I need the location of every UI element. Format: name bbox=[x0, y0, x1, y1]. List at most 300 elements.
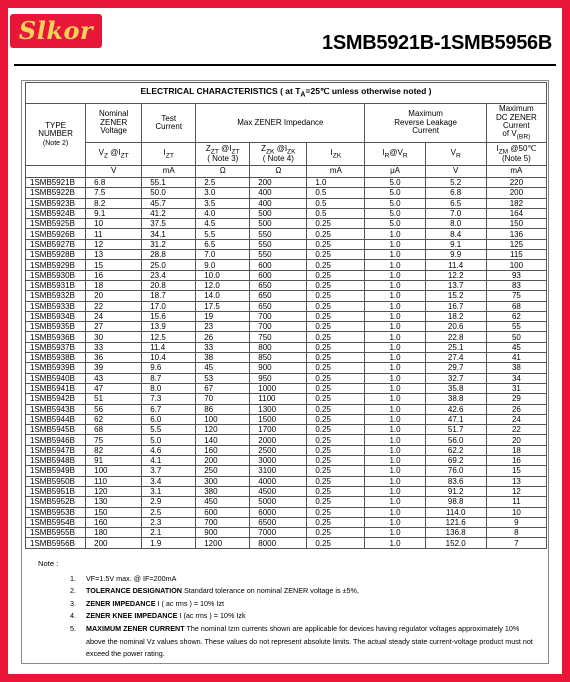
table-row bbox=[26, 342, 547, 352]
value-cell: 16 bbox=[486, 456, 546, 466]
value-cell: 1.0 bbox=[365, 291, 425, 301]
type-number-cell: 1SMB5932B bbox=[26, 291, 86, 301]
value-cell: 75 bbox=[486, 291, 546, 301]
value-cell: 550 bbox=[250, 250, 307, 260]
value-cell: 2.9 bbox=[142, 497, 196, 507]
value-cell: 33 bbox=[86, 342, 142, 352]
value-cell: 150 bbox=[86, 507, 142, 517]
value-cell: 53 bbox=[196, 373, 250, 383]
value-cell: 3.7 bbox=[142, 466, 196, 476]
col-type-number: TYPE NUMBER (Note 2) bbox=[26, 104, 86, 166]
value-cell: 3.1 bbox=[142, 486, 196, 496]
value-cell: 2500 bbox=[250, 445, 307, 455]
value-cell: 100 bbox=[486, 260, 546, 270]
type-number-cell: 1SMB5944B bbox=[26, 414, 86, 424]
value-cell: 45 bbox=[196, 363, 250, 373]
value-cell: 6.7 bbox=[142, 404, 196, 414]
value-cell: 18.2 bbox=[425, 311, 486, 321]
value-cell: 0.25 bbox=[307, 425, 365, 435]
value-cell: 15 bbox=[86, 260, 142, 270]
value-cell: 15.2 bbox=[425, 291, 486, 301]
value-cell: 38 bbox=[486, 363, 546, 373]
value-cell: 56 bbox=[86, 404, 142, 414]
value-cell: 5.0 bbox=[365, 219, 425, 229]
value-cell: 7.3 bbox=[142, 394, 196, 404]
value-cell: 200 bbox=[250, 178, 307, 188]
value-cell: 22 bbox=[86, 301, 142, 311]
value-cell: 0.25 bbox=[307, 250, 365, 260]
value-cell: 650 bbox=[250, 301, 307, 311]
sub-vr: $V_R$ bbox=[425, 143, 486, 166]
value-cell: 7 bbox=[486, 538, 546, 548]
value-cell: 5.2 bbox=[425, 178, 486, 188]
value-cell: 9.1 bbox=[86, 208, 142, 218]
type-number-cell: 1SMB5951B bbox=[26, 486, 86, 496]
value-cell: 11 bbox=[486, 497, 546, 507]
value-cell: 8.2 bbox=[86, 198, 142, 208]
value-cell: 1.0 bbox=[365, 404, 425, 414]
value-cell: 550 bbox=[250, 239, 307, 249]
value-cell: 13 bbox=[486, 476, 546, 486]
value-cell: 650 bbox=[250, 291, 307, 301]
value-cell: 0.25 bbox=[307, 229, 365, 239]
value-cell: 47.1 bbox=[425, 414, 486, 424]
value-cell: 1.0 bbox=[365, 280, 425, 290]
value-cell: 10.0 bbox=[196, 270, 250, 280]
value-cell: 182 bbox=[486, 198, 546, 208]
value-cell: 20.8 bbox=[142, 280, 196, 290]
value-cell: 22.8 bbox=[425, 332, 486, 342]
table-row bbox=[26, 466, 547, 476]
value-cell: 83.6 bbox=[425, 476, 486, 486]
value-cell: 22 bbox=[486, 425, 546, 435]
value-cell: 31.2 bbox=[142, 239, 196, 249]
type-number-cell: 1SMB5945B bbox=[26, 425, 86, 435]
value-cell: 120 bbox=[86, 486, 142, 496]
value-cell: 20.6 bbox=[425, 322, 486, 332]
value-cell: 160 bbox=[86, 517, 142, 527]
value-cell: 0.25 bbox=[307, 260, 365, 270]
value-cell: 8.7 bbox=[142, 373, 196, 383]
type-number-cell: 1SMB5943B bbox=[26, 404, 86, 414]
electrical-characteristics-table bbox=[25, 82, 547, 549]
type-number-cell: 1SMB5954B bbox=[26, 517, 86, 527]
table-row bbox=[26, 528, 547, 538]
type-number-cell: 1SMB5923B bbox=[26, 198, 86, 208]
type-number-cell: 1SMB5939B bbox=[26, 363, 86, 373]
value-cell: 0.25 bbox=[307, 291, 365, 301]
value-cell: 4.0 bbox=[196, 208, 250, 218]
table-row bbox=[26, 507, 547, 517]
value-cell: 0.25 bbox=[307, 456, 365, 466]
value-cell: 91 bbox=[86, 456, 142, 466]
value-cell: 1.0 bbox=[365, 363, 425, 373]
value-cell: 12.2 bbox=[425, 270, 486, 280]
value-cell: 45.7 bbox=[142, 198, 196, 208]
value-cell: 400 bbox=[250, 188, 307, 198]
type-number-cell: 1SMB5947B bbox=[26, 445, 86, 455]
value-cell: 5.0 bbox=[365, 208, 425, 218]
value-cell: 9.6 bbox=[142, 363, 196, 373]
value-cell: 6.5 bbox=[196, 239, 250, 249]
value-cell: 0.25 bbox=[307, 404, 365, 414]
value-cell: 0.5 bbox=[307, 188, 365, 198]
value-cell: 600 bbox=[196, 507, 250, 517]
value-cell: 56.0 bbox=[425, 435, 486, 445]
value-cell: 100 bbox=[86, 466, 142, 476]
type-number-cell: 1SMB5950B bbox=[26, 476, 86, 486]
value-cell: 13.7 bbox=[425, 280, 486, 290]
value-cell: 140 bbox=[196, 435, 250, 445]
value-cell: 5.0 bbox=[142, 435, 196, 445]
value-cell: 68 bbox=[86, 425, 142, 435]
col-reverse-leakage: Maximum Reverse Leakage Current bbox=[365, 104, 486, 143]
value-cell: 2.5 bbox=[142, 507, 196, 517]
type-number-cell: 1SMB5956B bbox=[26, 538, 86, 548]
unit-cell: Ω bbox=[196, 166, 250, 178]
value-cell: 1.0 bbox=[365, 528, 425, 538]
value-cell: 91.2 bbox=[425, 486, 486, 496]
notes-list bbox=[38, 573, 538, 661]
type-number-cell: 1SMB5935B bbox=[26, 322, 86, 332]
type-number-cell: 1SMB5937B bbox=[26, 342, 86, 352]
value-cell: 0.25 bbox=[307, 311, 365, 321]
table-row bbox=[26, 270, 547, 280]
value-cell: 1.0 bbox=[365, 322, 425, 332]
value-cell: 5.5 bbox=[196, 229, 250, 239]
value-cell: 700 bbox=[250, 322, 307, 332]
value-cell: 86 bbox=[196, 404, 250, 414]
value-cell: 6.0 bbox=[142, 414, 196, 424]
units-blank bbox=[26, 166, 86, 178]
table-row bbox=[26, 486, 547, 496]
value-cell: 6000 bbox=[250, 507, 307, 517]
brand-logo bbox=[10, 14, 102, 48]
value-cell: 11 bbox=[86, 229, 142, 239]
value-cell: 0.25 bbox=[307, 239, 365, 249]
value-cell: 164 bbox=[486, 208, 546, 218]
value-cell: 1.0 bbox=[365, 229, 425, 239]
table-row bbox=[26, 250, 547, 260]
value-cell: 0.25 bbox=[307, 486, 365, 496]
value-cell: 5.0 bbox=[365, 178, 425, 188]
table-row bbox=[26, 260, 547, 270]
type-number-cell: 1SMB5946B bbox=[26, 435, 86, 445]
value-cell: 10 bbox=[86, 219, 142, 229]
value-cell: 38 bbox=[196, 353, 250, 363]
value-cell: 1000 bbox=[250, 383, 307, 393]
value-cell: 160 bbox=[196, 445, 250, 455]
value-cell: 1.0 bbox=[365, 445, 425, 455]
type-number-cell: 1SMB5942B bbox=[26, 394, 86, 404]
value-cell: 380 bbox=[196, 486, 250, 496]
value-cell: 0.25 bbox=[307, 219, 365, 229]
value-cell: 2000 bbox=[250, 435, 307, 445]
value-cell: 62.2 bbox=[425, 445, 486, 455]
value-cell: 0.25 bbox=[307, 342, 365, 352]
type-number-cell: 1SMB5922B bbox=[26, 188, 86, 198]
type-number-cell: 1SMB5949B bbox=[26, 466, 86, 476]
value-cell: 5.0 bbox=[365, 188, 425, 198]
value-cell: 9.0 bbox=[196, 260, 250, 270]
sub-zzk: $Z_{ZK}$ $@I_{ZK}$ ( Note 4) bbox=[250, 143, 307, 166]
table-row bbox=[26, 198, 547, 208]
unit-cell: V bbox=[86, 166, 142, 178]
value-cell: 34 bbox=[486, 373, 546, 383]
value-cell: 1.0 bbox=[365, 414, 425, 424]
value-cell: 50 bbox=[486, 332, 546, 342]
value-cell: 93 bbox=[486, 270, 546, 280]
value-cell: 1.0 bbox=[365, 456, 425, 466]
col-nominal-voltage: Nominal ZENER Voltage bbox=[86, 104, 142, 143]
note-item: 2. TOLERANCE DESIGNATION Standard tolerance on nominal ZENER voltage is ±5%, bbox=[78, 585, 538, 598]
col-max-impedance: Max ZENER Impedance bbox=[196, 104, 365, 143]
value-cell: 18.7 bbox=[142, 291, 196, 301]
value-cell: 76.0 bbox=[425, 466, 486, 476]
value-cell: 26 bbox=[196, 332, 250, 342]
value-cell: 8.0 bbox=[425, 219, 486, 229]
value-cell: 1.0 bbox=[365, 332, 425, 342]
value-cell: 8.0 bbox=[142, 383, 196, 393]
value-cell: 2.3 bbox=[142, 517, 196, 527]
table-row bbox=[26, 219, 547, 229]
value-cell: 200 bbox=[486, 188, 546, 198]
value-cell: 0.25 bbox=[307, 322, 365, 332]
notes-section bbox=[38, 558, 538, 661]
value-cell: 100 bbox=[196, 414, 250, 424]
value-cell: 67 bbox=[196, 383, 250, 393]
value-cell: 33 bbox=[196, 342, 250, 352]
value-cell: 0.25 bbox=[307, 280, 365, 290]
value-cell: 2.1 bbox=[142, 528, 196, 538]
value-cell: 36 bbox=[86, 353, 142, 363]
type-number-cell: 1SMB5934B bbox=[26, 311, 86, 321]
value-cell: 0.25 bbox=[307, 445, 365, 455]
value-cell: 136 bbox=[486, 229, 546, 239]
value-cell: 1.0 bbox=[307, 178, 365, 188]
value-cell: 25.0 bbox=[142, 260, 196, 270]
value-cell: 24 bbox=[486, 414, 546, 424]
unit-cell: mA bbox=[142, 166, 196, 178]
value-cell: 50.0 bbox=[142, 188, 196, 198]
value-cell: 15.6 bbox=[142, 311, 196, 321]
type-number-cell: 1SMB5948B bbox=[26, 456, 86, 466]
table-row bbox=[26, 435, 547, 445]
value-cell: 32.7 bbox=[425, 373, 486, 383]
value-cell: 55.1 bbox=[142, 178, 196, 188]
value-cell: 15 bbox=[486, 466, 546, 476]
value-cell: 3.4 bbox=[142, 476, 196, 486]
sub-ir: $I_R@V_R$ bbox=[365, 143, 425, 166]
type-number-cell: 1SMB5941B bbox=[26, 383, 86, 393]
value-cell: 0.25 bbox=[307, 353, 365, 363]
value-cell: 17.5 bbox=[196, 301, 250, 311]
value-cell: 220 bbox=[486, 178, 546, 188]
table-row bbox=[26, 394, 547, 404]
unit-cell: mA bbox=[307, 166, 365, 178]
note-item: 3. ZENER IMPEDANCE I ( ac rms ) = 10% Izt bbox=[78, 598, 538, 611]
value-cell: 6.8 bbox=[86, 178, 142, 188]
value-cell: 200 bbox=[86, 538, 142, 548]
header-rule bbox=[14, 64, 556, 66]
value-cell: 900 bbox=[196, 528, 250, 538]
value-cell: 0.25 bbox=[307, 414, 365, 424]
value-cell: 70 bbox=[196, 394, 250, 404]
type-number-cell: 1SMB5931B bbox=[26, 280, 86, 290]
value-cell: 1.0 bbox=[365, 425, 425, 435]
table-row bbox=[26, 332, 547, 342]
value-cell: 650 bbox=[250, 280, 307, 290]
table-row bbox=[26, 517, 547, 527]
value-cell: 1.0 bbox=[365, 270, 425, 280]
value-cell: 12.0 bbox=[196, 280, 250, 290]
col-dc-zener-current: Maximum DC ZENER Current of $V_{(BR)}$ bbox=[486, 104, 546, 143]
value-cell: 950 bbox=[250, 373, 307, 383]
value-cell: 400 bbox=[250, 198, 307, 208]
value-cell: 1.0 bbox=[365, 497, 425, 507]
value-cell: 51.7 bbox=[425, 425, 486, 435]
value-cell: 152.0 bbox=[425, 538, 486, 548]
value-cell: 41 bbox=[486, 353, 546, 363]
value-cell: 23.4 bbox=[142, 270, 196, 280]
value-cell: 13.9 bbox=[142, 322, 196, 332]
value-cell: 114.0 bbox=[425, 507, 486, 517]
value-cell: 3100 bbox=[250, 466, 307, 476]
value-cell: 8000 bbox=[250, 538, 307, 548]
value-cell: 4.5 bbox=[196, 219, 250, 229]
value-cell: 5.5 bbox=[142, 425, 196, 435]
value-cell: 51 bbox=[86, 394, 142, 404]
type-number-cell: 1SMB5926B bbox=[26, 229, 86, 239]
table-row bbox=[26, 280, 547, 290]
notes-title: Note : bbox=[38, 559, 59, 568]
value-cell: 16 bbox=[86, 270, 142, 280]
col-test-current: Test Current bbox=[142, 104, 196, 143]
value-cell: 200 bbox=[196, 456, 250, 466]
type-number-cell: 1SMB5929B bbox=[26, 260, 86, 270]
value-cell: 10.4 bbox=[142, 353, 196, 363]
value-cell: 4000 bbox=[250, 476, 307, 486]
value-cell: 62 bbox=[86, 414, 142, 424]
value-cell: 19 bbox=[196, 311, 250, 321]
value-cell: 23 bbox=[196, 322, 250, 332]
value-cell: 450 bbox=[196, 497, 250, 507]
value-cell: 18 bbox=[486, 445, 546, 455]
value-cell: 10 bbox=[486, 507, 546, 517]
value-cell: 3.0 bbox=[196, 188, 250, 198]
value-cell: 83 bbox=[486, 280, 546, 290]
value-cell: 1300 bbox=[250, 404, 307, 414]
value-cell: 1.0 bbox=[365, 466, 425, 476]
table-row bbox=[26, 353, 547, 363]
note-item: 1. VF=1.5V max. @ IF=200mA bbox=[78, 573, 538, 586]
value-cell: 12 bbox=[86, 239, 142, 249]
value-cell: 7.0 bbox=[425, 208, 486, 218]
value-cell: 850 bbox=[250, 353, 307, 363]
unit-cell: Ω bbox=[250, 166, 307, 178]
table-row bbox=[26, 497, 547, 507]
value-cell: 11.4 bbox=[425, 260, 486, 270]
value-cell: 1.0 bbox=[365, 260, 425, 270]
value-cell: 500 bbox=[250, 208, 307, 218]
value-cell: 500 bbox=[250, 219, 307, 229]
value-cell: 750 bbox=[250, 332, 307, 342]
value-cell: 1.0 bbox=[365, 383, 425, 393]
value-cell: 20 bbox=[86, 291, 142, 301]
value-cell: 1.0 bbox=[365, 435, 425, 445]
type-number-cell: 1SMB5936B bbox=[26, 332, 86, 342]
value-cell: 8 bbox=[486, 528, 546, 538]
value-cell: 41.2 bbox=[142, 208, 196, 218]
type-number-cell: 1SMB5938B bbox=[26, 353, 86, 363]
value-cell: 150 bbox=[486, 219, 546, 229]
table-row bbox=[26, 445, 547, 455]
table-row bbox=[26, 414, 547, 424]
value-cell: 0.25 bbox=[307, 383, 365, 393]
value-cell: 28.8 bbox=[142, 250, 196, 260]
table-row bbox=[26, 322, 547, 332]
table-row bbox=[26, 301, 547, 311]
value-cell: 0.25 bbox=[307, 332, 365, 342]
value-cell: 14.0 bbox=[196, 291, 250, 301]
value-cell: 0.5 bbox=[307, 208, 365, 218]
value-cell: 47 bbox=[86, 383, 142, 393]
value-cell: 68 bbox=[486, 301, 546, 311]
value-cell: 7.0 bbox=[196, 250, 250, 260]
value-cell: 120 bbox=[196, 425, 250, 435]
value-cell: 55 bbox=[486, 322, 546, 332]
type-number-cell: 1SMB5927B bbox=[26, 239, 86, 249]
note-item: 5. MAXIMUM ZENER CURRENT The nominal Izm currents shown are applicable for devices having regulator voltages approximately 10% above the nominal Vz values shown. These values do not represent absolute limits. The actual steady state current-voltage product must not exceed the power rating. bbox=[78, 623, 538, 661]
value-cell: 17.0 bbox=[142, 301, 196, 311]
type-number-cell: 1SMB5955B bbox=[26, 528, 86, 538]
table-row bbox=[26, 383, 547, 393]
value-cell: 0.25 bbox=[307, 466, 365, 476]
value-cell: 0.25 bbox=[307, 528, 365, 538]
value-cell: 1500 bbox=[250, 414, 307, 424]
value-cell: 1.0 bbox=[365, 517, 425, 527]
value-cell: 4.1 bbox=[142, 456, 196, 466]
type-number-cell: 1SMB5940B bbox=[26, 373, 86, 383]
value-cell: 1.0 bbox=[365, 250, 425, 260]
value-cell: 27.4 bbox=[425, 353, 486, 363]
value-cell: 0.25 bbox=[307, 435, 365, 445]
value-cell: 300 bbox=[196, 476, 250, 486]
value-cell: 900 bbox=[250, 363, 307, 373]
value-cell: 600 bbox=[250, 270, 307, 280]
value-cell: 98.8 bbox=[425, 497, 486, 507]
value-cell: 130 bbox=[86, 497, 142, 507]
table-row bbox=[26, 538, 547, 548]
value-cell: 16.7 bbox=[425, 301, 486, 311]
value-cell: 30 bbox=[86, 332, 142, 342]
value-cell: 4.6 bbox=[142, 445, 196, 455]
value-cell: 600 bbox=[250, 260, 307, 270]
value-cell: 26 bbox=[486, 404, 546, 414]
value-cell: 800 bbox=[250, 342, 307, 352]
type-number-cell: 1SMB5933B bbox=[26, 301, 86, 311]
value-cell: 4500 bbox=[250, 486, 307, 496]
value-cell: 1100 bbox=[250, 394, 307, 404]
value-cell: 0.25 bbox=[307, 373, 365, 383]
value-cell: 0.25 bbox=[307, 301, 365, 311]
value-cell: 24 bbox=[86, 311, 142, 321]
value-cell: 0.25 bbox=[307, 476, 365, 486]
value-cell: 700 bbox=[196, 517, 250, 527]
value-cell: 42.6 bbox=[425, 404, 486, 414]
value-cell: 3000 bbox=[250, 456, 307, 466]
value-cell: 250 bbox=[196, 466, 250, 476]
